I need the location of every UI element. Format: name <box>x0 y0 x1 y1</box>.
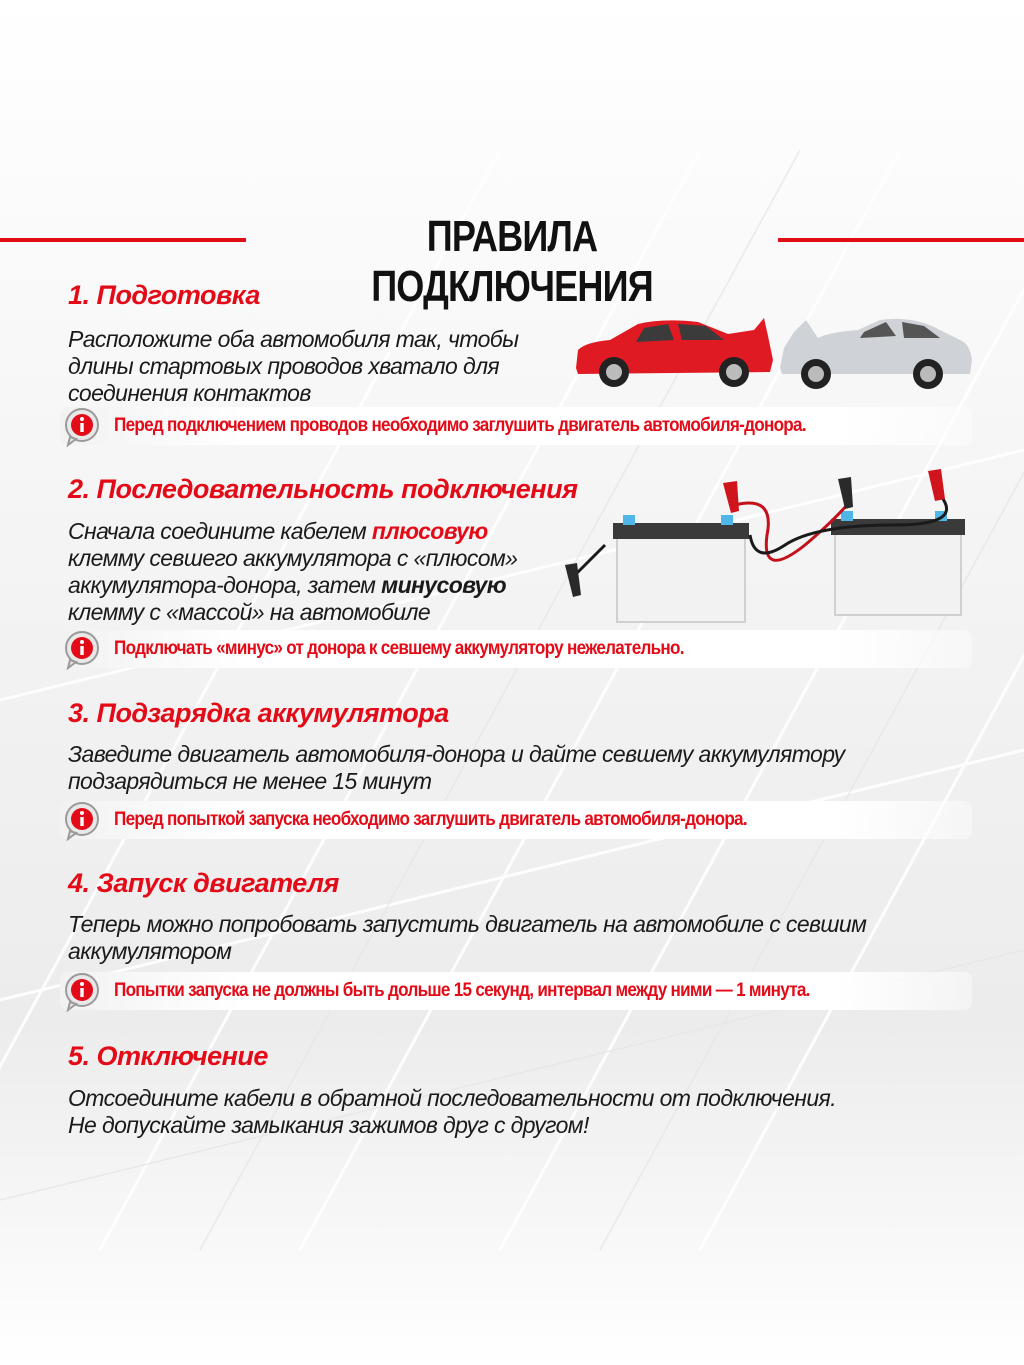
notice-text: Попытки запуска не должны быть дольше 15 секунд, интервал между ними — 1 минута. <box>114 980 810 1001</box>
body-line: Расположите оба автомобиля так, чтобы <box>68 326 519 352</box>
notice-bar <box>60 972 972 1010</box>
section-body <box>68 741 948 795</box>
title-divider-right <box>778 238 1024 242</box>
emphasis-minus: минусовую <box>381 572 507 598</box>
emphasis-plus: плюсовую <box>371 518 488 544</box>
body-line: соединения контактов <box>68 380 311 406</box>
info-speech-bubble-icon <box>62 972 102 1012</box>
notice-text: Перед подключением проводов необходимо заглушить двигатель автомобиля-донора. <box>114 415 806 436</box>
section-body <box>68 1085 948 1139</box>
notice-text: Перед попыткой запуска необходимо заглушить двигатель автомобиля-донора. <box>114 809 747 830</box>
body-line: Отсоедините кабели в обратной последовательности от подключения. <box>68 1085 836 1111</box>
body-line: длины стартовых проводов хватало для <box>68 353 500 379</box>
body-line <box>68 572 598 599</box>
section-heading: 1. Подготовка <box>68 280 260 310</box>
body-line: подзарядиться не менее 15 минут <box>68 768 432 794</box>
notice-bar <box>60 630 972 668</box>
title-divider-left <box>0 238 246 242</box>
section-body <box>68 911 948 965</box>
section-body <box>68 326 568 407</box>
info-speech-bubble-icon <box>62 801 102 841</box>
section-body <box>68 518 598 626</box>
body-text-part: аккумулятора-донора, затем <box>68 572 382 598</box>
cars-illustration <box>568 310 978 400</box>
info-speech-bubble-icon <box>62 630 102 670</box>
section-connection-order <box>68 474 578 505</box>
body-line: Не допускайте замыкания зажимов друг с другом! <box>68 1112 589 1138</box>
body-line: аккумулятором <box>68 938 232 964</box>
body-line: Теперь можно попробовать запустить двигатель на автомобиле с севшим <box>68 911 867 937</box>
notice-bar <box>60 801 972 839</box>
info-speech-bubble-icon <box>62 407 102 447</box>
notice-bar <box>60 407 972 445</box>
notice-text: Подключать «минус» от донора к севшему аккумулятору нежелательно. <box>114 638 684 659</box>
batteries-illustration <box>555 465 975 630</box>
silver-car-icon <box>780 319 972 389</box>
red-car-icon <box>576 318 773 387</box>
section-heading: 2. Последовательность подключения <box>68 474 578 504</box>
section-heading: 3. Подзарядка аккумулятора <box>68 698 449 728</box>
section-disconnect <box>68 1041 268 1072</box>
body-text-part: Сначала соедините кабелем <box>68 518 372 544</box>
section-recharge <box>68 698 449 729</box>
body-line: клемму с «массой» на автомобиле <box>68 599 431 625</box>
section-heading: 5. Отключение <box>68 1041 268 1071</box>
body-line: Заведите двигатель автомобиля-донора и дайте севшему аккумулятору <box>68 741 845 767</box>
body-line: клемму севшего аккумулятора с «плюсом» <box>68 545 518 571</box>
battery-left-icon <box>613 515 749 622</box>
section-engine-start <box>68 868 339 899</box>
page-title: ПРАВИЛА ПОДКЛЮЧЕНИЯ <box>371 212 653 311</box>
section-preparation <box>68 280 260 311</box>
section-heading: 4. Запуск двигателя <box>68 868 339 898</box>
body-line <box>68 518 598 545</box>
